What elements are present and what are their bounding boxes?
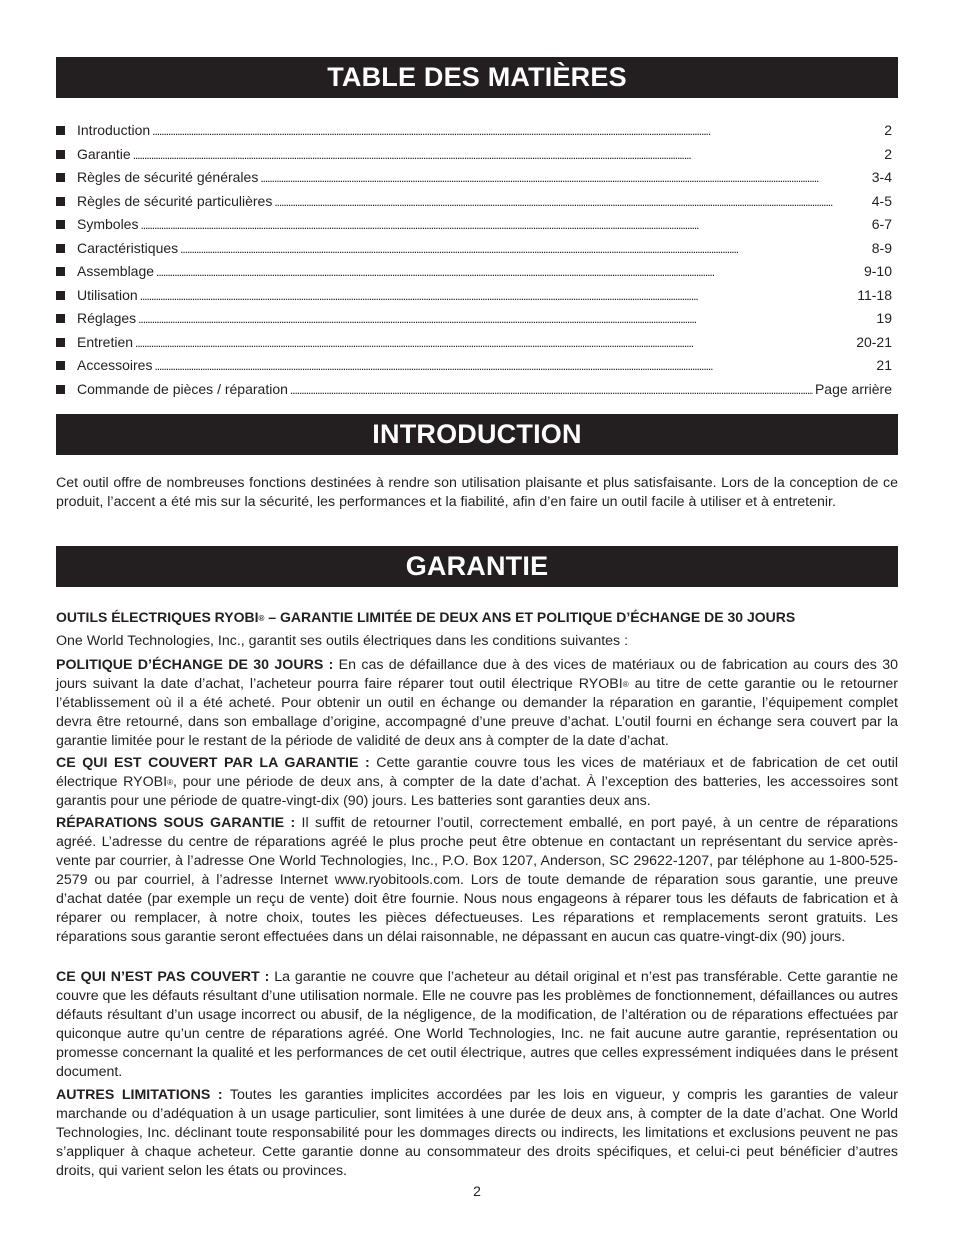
- introduction-text: Cet outil offre de nombreuses fonctions destinées à rendre son utilisation plaisante et plus satisfaisante. Lors de la conception de ce produit, l’accent a été mis sur la sécurité, les performances et la fiabilité, afin d’en faire un outil facile à utiliser et à entretenir.: [56, 475, 898, 510]
- warranty-heading-rest: – GARANTIE LIMITÉE DE DEUX ANS ET POLITIQUE D’ÉCHANGE DE 30 JOURS: [264, 609, 796, 625]
- square-bullet-icon: [56, 385, 65, 394]
- toc-item-label: Assemblage: [77, 263, 155, 279]
- toc-item-page: 8-9: [871, 239, 892, 256]
- toc-item: [56, 122, 892, 146]
- toc-item: [56, 240, 892, 264]
- table-of-contents: [56, 122, 892, 404]
- toc-item-page: 3-4: [871, 169, 892, 185]
- square-bullet-icon: [56, 197, 65, 206]
- square-bullet-icon: [56, 361, 65, 370]
- exchange-policy-text: En cas de défaillance due à des vices de matériaux ou de fabrication au cours des 30 jours suivant la date d’achat, l’acheteur pourra faire réparer tout outil électrique RYOBI: [56, 657, 898, 692]
- coverage-label: CE QUI EST COUVERT PAR LA GARANTIE :: [56, 755, 370, 771]
- toc-dot-leader: [156, 263, 862, 279]
- toc-item-page: 11-18: [857, 286, 892, 303]
- toc-item-label: Entretien: [77, 333, 134, 350]
- page-number: 2: [473, 1183, 481, 1199]
- toc-item: [56, 193, 892, 217]
- toc-dot-leader: [290, 381, 813, 397]
- toc-dot-leader: [274, 193, 869, 209]
- not-covered-text: La garantie ne couvre que l’acheteur au détail original et n’est pas transférable. Cette garantie ne couvre que les défauts résultant d’une utilisation normale. Elle ne couvre pas les problèmes de fonctionnement, défaillances ou autres défauts résultant d’un usage incorrect ou abusif, de la négligence, de la modification, de l’altération ou de réparations effectuées par quiconque autre qu’un centre de réparations agréé. One World Technologies, Inc. ne fait aucune autre garantie, représentation ou promesse concernant la qualité et les performances de cet outil électrique, autres que celles expressément indiquées dans le présent document.: [56, 969, 899, 1080]
- warranty-repairs-text: Il suffit de retourner l’outil, correctement emballé, en port payé, à un centre de réparations agréé. L’adresse du centre de réparations agréé le plus proche peut être obtenue en contactant un représentant du service après-vente par courrier, à l’adresse One World Technologies, Inc., P.O. Box 1207, Anderson, SC 29622-1207, par téléphone au 1-800-525-2579 ou par courriel, à l’adresse Internet www.ryobitools.com. Lors de toute demande de réparation sous garantie, une preuve d’achat datée (par exemple un reçu de vente) doit être fournie. Nous nous engageons à réparer tous les défauts de fabrication et à réparer ou remplacer, à notre choix, toutes les pièces défectueuses. Les réparations et remplacements seront gratuits. Les réparations sous garantie seront effectuées dans un délai raisonnable, ne dépassant en aucun cas quatre-vingt-dix (90) jours.: [56, 815, 899, 945]
- square-bullet-icon: [56, 173, 65, 182]
- toc-item: [56, 263, 892, 287]
- exchange-policy-text-cont: au titre de cette garantie ou le retourner l’établissement où il a été acheté. Pour obtenir un outil en échange ou demander la réparation en garantie, l’équipement complet devra être retourné, dans son emballage d’origine, accompagné d’une preuve d’achat. L’outil fourni en échange sera couvert par la garantie limitée pour le restant de la période de validité de deux ans à compter de la date d’achat.: [56, 676, 899, 749]
- toc-dot-leader: [138, 310, 874, 326]
- toc-title: TABLE DES MATIÈRES: [56, 57, 898, 98]
- square-bullet-icon: [56, 126, 65, 135]
- toc-item-page: Page arrière: [814, 380, 892, 397]
- toc-dot-leader: [260, 169, 869, 185]
- toc-item-page: 9-10: [863, 263, 892, 279]
- toc-item-label: Règles de sécurité particulières: [77, 192, 273, 209]
- warranty-repairs-paragraph: [56, 814, 898, 947]
- toc-item-label: Règles de sécurité générales: [77, 169, 259, 185]
- square-bullet-icon: [56, 338, 65, 347]
- garantie-title: GARANTIE: [56, 546, 898, 587]
- toc-dot-leader: [180, 240, 870, 256]
- toc-item-label: Caractéristiques: [77, 239, 179, 256]
- not-covered-paragraph: [56, 968, 898, 1082]
- toc-item: [56, 287, 892, 311]
- coverage-text: Cette garantie couvre tous les vices de matériaux et de fabrication de cet outil électrique RYOBI: [56, 755, 898, 790]
- coverage-text-cont: , pour une période de deux ans, à compter de la date d’achat. À l’exception des batteries, les accessoires sont garantis pour une période de quatre-vingt-dix (90) jours. Les batteries sont garanties deux ans.: [56, 774, 899, 809]
- toc-dot-leader: [135, 334, 854, 350]
- registered-mark: ®: [622, 680, 629, 689]
- warranty-lead: One World Technologies, Inc., garantit ses outils électriques dans les conditions suivantes :: [56, 633, 629, 649]
- square-bullet-icon: [56, 220, 65, 229]
- toc-dot-leader: [133, 146, 883, 162]
- toc-item: [56, 169, 892, 193]
- toc-item-label: Symboles: [77, 216, 139, 232]
- square-bullet-icon: [56, 314, 65, 323]
- toc-item-label: Commande de pièces / réparation: [77, 380, 288, 397]
- coverage-paragraph: [56, 754, 898, 811]
- other-limitations-text: Toutes les garanties implicites accordées par les lois en vigueur, y compris les garanties de valeur marchande ou d’adéquation à un usage particulier, sont limitées à une durée de deux ans, à compter de la date d’achat. One World Technologies, Inc. déclinant toute responsabilité pour les dommages directs ou indirects, les limitations et exclusions peuvent ne pas s’appliquer à chaque acheteur. Cette garantie donne au consommateur des droits spécifiques, et celui-ci peut bénéficier d’autres droits, qui varient selon les états ou provinces.: [56, 1087, 898, 1179]
- square-bullet-icon: [56, 291, 65, 300]
- toc-dot-leader: [140, 287, 856, 303]
- square-bullet-icon: [56, 267, 65, 276]
- registered-mark: ®: [258, 614, 265, 623]
- toc-item-page: 20-21: [856, 333, 892, 350]
- toc-item-page: 2: [884, 145, 892, 162]
- not-covered-label: CE QUI N’EST PAS COUVERT :: [56, 969, 270, 985]
- warranty-heading-brand: OUTILS ÉLECTRIQUES RYOBI: [56, 609, 259, 625]
- toc-item-label: Introduction: [77, 122, 151, 138]
- other-limitations-label: AUTRES LIMITATIONS :: [56, 1087, 223, 1103]
- toc-item: [56, 357, 892, 381]
- exchange-policy-paragraph: [56, 656, 898, 751]
- introduction-title: INTRODUCTION: [56, 414, 898, 455]
- exchange-policy-label: POLITIQUE D’ÉCHANGE DE 30 JOURS :: [56, 657, 334, 673]
- registered-mark: ®: [167, 778, 173, 787]
- toc-dot-leader: [154, 357, 874, 373]
- toc-item-label: Accessoires: [77, 357, 153, 373]
- toc-dot-leader: [140, 216, 869, 232]
- square-bullet-icon: [56, 244, 65, 253]
- toc-item-page: 2: [884, 122, 892, 138]
- warranty-repairs-label: RÉPARATIONS SOUS GARANTIE :: [56, 815, 296, 831]
- toc-item-page: 6-7: [871, 216, 892, 232]
- toc-dot-leader: [152, 122, 882, 138]
- toc-item-label: Réglages: [77, 310, 137, 326]
- square-bullet-icon: [56, 150, 65, 159]
- toc-item: [56, 334, 892, 358]
- toc-item: [56, 381, 892, 405]
- toc-item-page: 4-5: [871, 192, 892, 209]
- other-limitations-paragraph: [56, 1086, 898, 1181]
- toc-item: [56, 216, 892, 240]
- warranty-heading: [56, 608, 898, 628]
- toc-item-page: 21: [876, 357, 892, 373]
- toc-item-page: 19: [876, 310, 892, 326]
- toc-item: [56, 310, 892, 334]
- toc-item-label: Utilisation: [77, 286, 138, 303]
- toc-item-label: Garantie: [77, 145, 131, 162]
- toc-item: [56, 146, 892, 170]
